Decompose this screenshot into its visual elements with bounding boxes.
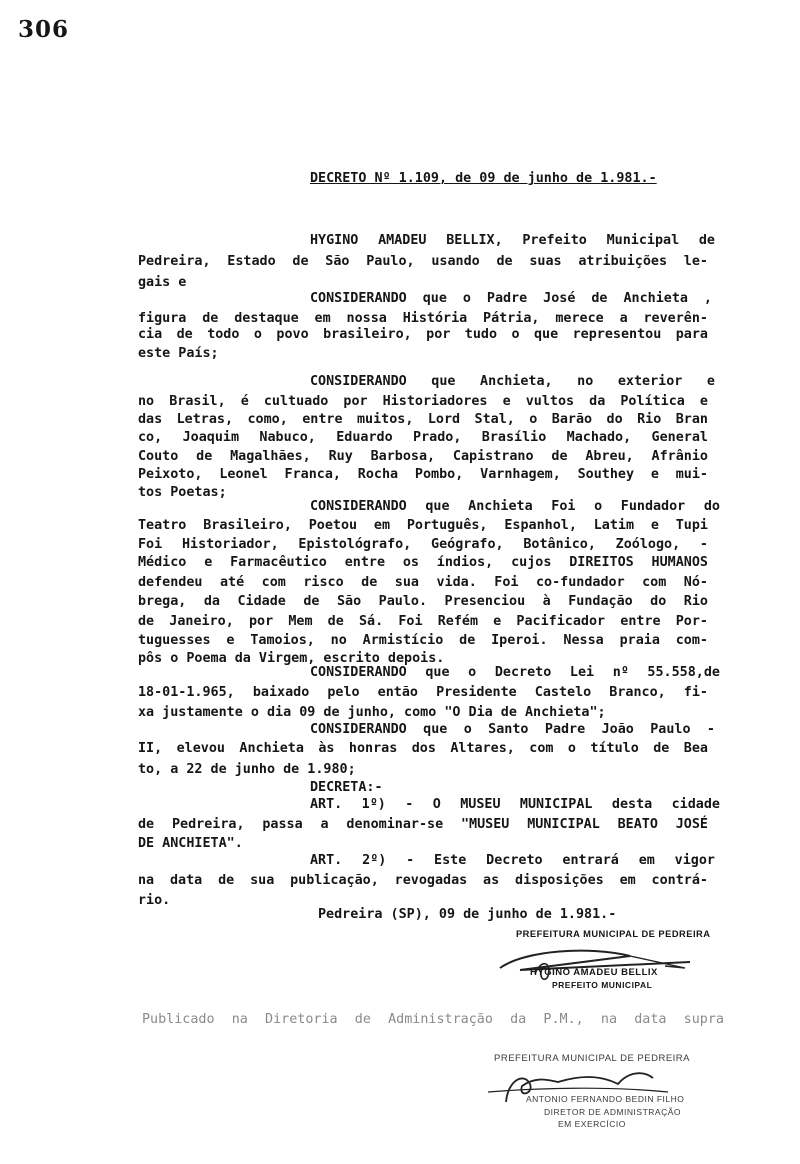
- text-line: xa justamente o dia 09 de junho, como "O Dia de Anchieta";: [138, 705, 606, 720]
- text-line: Pedreira, Estado de São Paulo, usando de suas atribuições le-: [138, 254, 708, 269]
- text-line: tos Poetas;: [138, 485, 227, 500]
- publication-note: Publicado na Diretoria de Administração da P.M., na data supra: [142, 1012, 724, 1027]
- stamp-role: PREFEITO MUNICIPAL: [552, 980, 653, 990]
- text-line: CONSIDERANDO que Anchieta Foi o Fundador do: [310, 499, 720, 514]
- place-date-line: Pedreira (SP), 09 de junho de 1.981.-: [318, 907, 617, 922]
- text-line: brega, da Cidade de São Paulo. Presenciou à Fundação do Rio: [138, 594, 708, 609]
- text-line: Teatro Brasileiro, Poetou em Português, Espanhol, Latim e Tupi: [138, 518, 708, 533]
- text-line: DECRETA:-: [310, 780, 383, 795]
- stamp-header: PREFEITURA MUNICIPAL DE PEDREIRA: [515, 929, 711, 940]
- text-line: rio.: [138, 893, 171, 908]
- text-line: cia de todo o povo brasileiro, por tudo o que representou para: [138, 327, 708, 342]
- stamp-name: ANTONIO FERNANDO BEDIN FILHO: [526, 1094, 685, 1104]
- stamp-role: EM EXERCÍCIO: [558, 1119, 626, 1129]
- text-line: CONSIDERANDO que o Decreto Lei nº 55.558,de: [310, 665, 720, 680]
- text-line: HYGINO AMADEU BELLIX, Prefeito Municipal de: [310, 233, 715, 248]
- text-line: co, Joaquim Nabuco, Eduardo Prado, Brasílio Machado, General: [138, 430, 708, 445]
- text-line: ART. 2º) - Este Decreto entrará em vigor: [310, 853, 715, 868]
- text-line: na data de sua publicação, revogadas as disposições em contrá-: [138, 873, 708, 888]
- stamp-role: DIRETOR DE ADMINISTRAÇÃO: [544, 1107, 681, 1117]
- text-line: Couto de Magalhães, Ruy Barbosa, Capistrano de Abreu, Afrânio: [138, 449, 708, 464]
- text-line: CONSIDERANDO que Anchieta, no exterior e: [310, 374, 715, 389]
- text-line: defendeu até com risco de sua vida. Foi co-fundador com Nó-: [138, 575, 708, 590]
- stamp-name: HYGINO AMADEU BELLIX: [530, 967, 658, 978]
- text-line: no Brasil, é cultuado por Historiadores e vultos da Política e: [138, 394, 708, 409]
- stamp-header: PREFEITURA MUNICIPAL DE PEDREIRA: [494, 1053, 691, 1064]
- text-line: Peixoto, Leonel Franca, Rocha Pombo, Varnhagem, Southey e mui-: [138, 467, 708, 482]
- text-line: das Letras, como, entre muitos, Lord Stal, o Barão do Rio Bran: [138, 412, 708, 427]
- text-line: gais e: [138, 275, 187, 290]
- text-line: CONSIDERANDO que o Santo Padre João Paulo -: [310, 722, 715, 737]
- text-line: Médico e Farmacêutico entre os índios, cujos DIREITOS HUMANOS: [138, 555, 708, 570]
- decree-title: DECRETO Nº 1.109, de 09 de junho de 1.981.-: [310, 171, 657, 186]
- text-line: de Janeiro, por Mem de Sá. Foi Refém e Pacificador entre Por-: [138, 614, 708, 629]
- text-line: figura de destaque em nossa História Pátria, merece a reverên-: [138, 311, 708, 326]
- text-line: este País;: [138, 346, 219, 361]
- text-line: to, a 22 de junho de 1.980;: [138, 762, 356, 777]
- text-line: Foi Historiador, Epistológrafo, Geógrafo, Botânico, Zoólogo, -: [138, 537, 708, 552]
- text-line: 18-01-1.965, baixado pelo então Presidente Castelo Branco, fi-: [138, 685, 708, 700]
- text-line: pôs o Poema da Virgem, escrito depois.: [138, 651, 445, 666]
- text-line: tuguesses e Tamoios, no Armistício de Iperoi. Nessa praia com-: [138, 633, 708, 648]
- text-line: DE ANCHIETA".: [138, 836, 243, 851]
- text-line: II, elevou Anchieta às honras dos Altares, com o título de Bea: [138, 741, 708, 756]
- page-number: 306: [18, 16, 70, 43]
- text-line: de Pedreira, passa a denominar-se "MUSEU MUNICIPAL BEATO JOSÉ: [138, 817, 708, 832]
- text-line: CONSIDERANDO que o Padre José de Anchieta ,: [310, 291, 712, 306]
- text-line: ART. 1º) - O MUSEU MUNICIPAL desta cidade: [310, 797, 720, 812]
